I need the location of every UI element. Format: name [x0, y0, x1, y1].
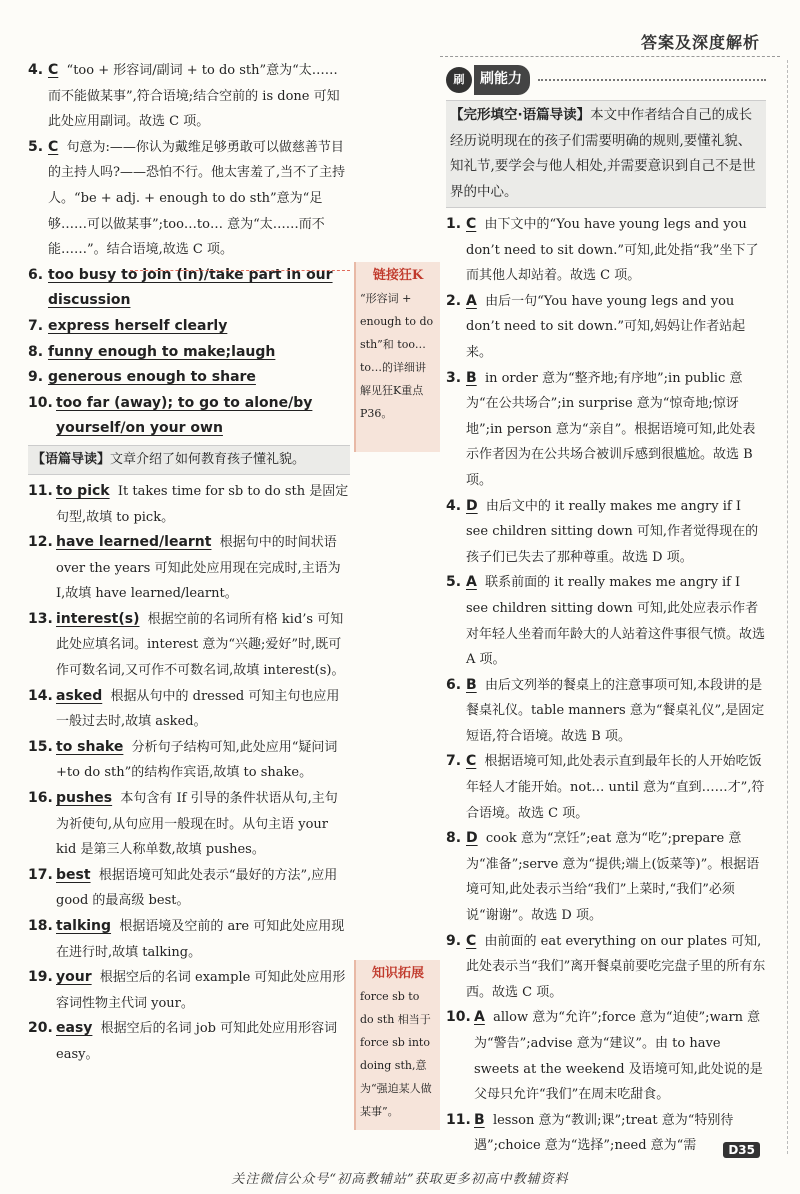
- guide-text: 本文中作者结合自己的成长经历说明现在的孩子们需要明确的规则,要懂礼貌、知礼节,要学会与他人相处,并需要意识到自己不是世界的中心。: [450, 107, 756, 200]
- section-badge: [446, 65, 530, 95]
- answer-item: [446, 673, 766, 750]
- item-number: 5.: [446, 574, 462, 591]
- item-answer: C: [466, 216, 477, 232]
- answer-item: [446, 289, 766, 366]
- item-number: 7.: [446, 753, 462, 770]
- item-answer: A: [474, 1009, 485, 1026]
- item-explanation: 由后文列举的餐桌上的注意事项可知,本段讲的是餐桌礼仪。table manners 意为“餐桌礼仪”,是固定短语,符合语境。故选 B 项。: [466, 677, 765, 744]
- guide-tag: 【语篇导读】: [32, 451, 111, 467]
- item-answer: B: [466, 369, 477, 386]
- answer-item: [28, 314, 350, 340]
- item-answer: easy: [56, 1020, 93, 1037]
- item-explanation: cook 意为“烹饪”;eat 意为“吃”;prepare 意为“准备”;serve 意为“提供;端上(饭菜等)”。根据语境可知,此处表示当给“我们”上菜时,“我们”必须说“谢谢”。故选 D 项。: [466, 831, 760, 924]
- item-number: 8.: [446, 830, 462, 847]
- answer-item: [28, 914, 350, 965]
- item-answer: A: [466, 574, 477, 591]
- answer-item: [446, 570, 766, 672]
- item-explanation: in order 意为“整齐地;有序地”;in public 意为“在公共场合”;in surprise 意为“惊奇地;惊讶地”;in person 意为“亲自”。根据语境可知,此处表示作者因为在公共场合被训斥感到很尴尬。故选 B 项。: [466, 370, 756, 488]
- item-number: 2.: [446, 292, 462, 309]
- sidenote-link: [354, 262, 440, 452]
- item-answer: talking: [56, 918, 112, 934]
- answer-item: [446, 749, 766, 826]
- answer-item: [28, 365, 350, 391]
- item-explanation: 分析句子结构可知,此处应用“疑问词+to do sth”的结构作宾语,故填 to shake。: [56, 739, 338, 781]
- answer-item: [28, 1016, 350, 1067]
- answer-item: [28, 58, 350, 135]
- guide-text: 文章介绍了如何教育孩子懂礼貌。: [110, 451, 306, 467]
- answer-item: [28, 340, 350, 366]
- item-explanation: 根据从句中的 dressed 可知主句也应用一般过去时,故填 asked。: [56, 688, 340, 730]
- item-answer: B: [474, 1111, 485, 1128]
- answer-item: [28, 479, 350, 530]
- item-answer: D: [466, 830, 478, 847]
- answer-item: [446, 929, 766, 1006]
- item-answer: your: [56, 969, 92, 986]
- item-number: 18.: [28, 918, 53, 934]
- item-answer: C: [466, 753, 477, 770]
- item-number: 10.: [446, 1009, 471, 1026]
- item-number: 4.: [28, 62, 44, 78]
- item-answer: to pick: [56, 482, 110, 499]
- item-number: 12.: [28, 534, 53, 551]
- dotted-divider: [538, 79, 766, 81]
- item-number: 16.: [28, 790, 53, 807]
- answer-item: [446, 366, 766, 494]
- item-number: 6.: [28, 266, 44, 283]
- item-answer: C: [48, 138, 59, 155]
- answer-item: [446, 494, 766, 571]
- item-number: 5.: [28, 138, 44, 155]
- item-answer: best: [56, 866, 91, 883]
- item-answer: A: [466, 292, 477, 309]
- header-divider: [440, 56, 780, 57]
- section-header: [446, 66, 766, 94]
- item-number: 7.: [28, 317, 44, 334]
- item-explanation: 由下文中的“You have young legs and you don’t need to sit down.”可知,此处指“我”坐下了而其他人却站着。故选 C 项。: [466, 217, 759, 284]
- item-number: 1.: [446, 216, 462, 232]
- item-number: 11.: [446, 1111, 471, 1128]
- page-edge-divider: [787, 60, 788, 1154]
- answer-item: [28, 965, 350, 1016]
- item-explanation: 句意为:——你认为戴维足够勇敢可以做慈善节目的主持人吗?——恐怕不行。他太害羞了,当不了主持人。“be + adj. + enough to do sth”意为“足够……可以做某事”;too…to… 意为“太……而不能……”。结合语境,故选 C 项。: [48, 139, 346, 258]
- item-explanation: 根据空前的名词所有格 kid’s 可知此处应填名词。interest 意为“兴趣;爱好”时,既可作可数名词,又可作不可数名词,故填 interest(s)。: [56, 611, 345, 679]
- item-answer: funny enough to make;laugh: [48, 343, 276, 360]
- answer-item: [28, 735, 350, 786]
- item-explanation: 根据句中的时间状语 over the years 可知此处应用现在完成时,主语为 I,故填 have learned/learnt。: [56, 535, 341, 602]
- item-number: 9.: [446, 932, 462, 949]
- answer-item: [446, 1005, 766, 1107]
- item-answer: interest(s): [56, 610, 140, 627]
- item-answer: asked: [56, 687, 103, 704]
- sidenote-title: 知识拓展: [371, 966, 424, 981]
- guide-tag: 【完形填空·语篇导读】: [450, 107, 591, 123]
- item-answer: too busy to join (in)/take part in our discussion: [48, 266, 333, 309]
- answer-item: [446, 212, 766, 289]
- answer-item: [446, 826, 766, 928]
- item-explanation: 根据语境及空前的 are 可知此处应用现在进行时,故填 talking。: [56, 919, 345, 960]
- item-explanation: lesson 意为“教训;课”;treat 意为“特别待遇”;choice 意为“选择”;need 意为“需: [474, 1112, 734, 1154]
- answer-item: [28, 607, 350, 684]
- section-label: 刷能力: [474, 65, 530, 95]
- item-number: 13.: [28, 610, 53, 627]
- item-answer: B: [466, 676, 477, 693]
- item-explanation: 由前面的 eat everything on our plates 可知,此处表示当“我们”离开餐桌前要吃完盘子里的所有东西。故选 C 项。: [466, 933, 766, 1000]
- answer-item: [28, 684, 350, 735]
- item-number: 4.: [446, 497, 462, 514]
- item-number: 8.: [28, 343, 44, 360]
- item-number: 15.: [28, 738, 53, 755]
- answer-item: [28, 530, 350, 607]
- item-answer: D: [466, 497, 478, 514]
- answer-item: [28, 391, 350, 442]
- item-answer: generous enough to share: [48, 369, 256, 386]
- item-number: 20.: [28, 1020, 53, 1037]
- item-explanation: 根据语境可知,此处表示直到最年长的人开始吃饭年轻人才能开始。not… until 意为“直到……才”,符合语境。故选 C 项。: [466, 754, 765, 821]
- answer-item: [28, 786, 350, 863]
- item-number: 19.: [28, 969, 53, 986]
- item-explanation: It takes time for sb to do sth 是固定句型,故填 to pick。: [56, 483, 349, 525]
- item-number: 17.: [28, 866, 53, 883]
- item-explanation: 本句含有 If 引导的条件状语从句,主句为祈使句,从句应用一般现在时。从句主语 your kid 是第三人称单数,故填 pushes。: [56, 791, 338, 858]
- answer-item: [28, 135, 350, 263]
- item-explanation: allow 意为“允许”;force 意为“迫使”;warn 意为“警告”;advise 意为“建议”。由 to have sweets at the weekend 及语境可知,此处说的是父母只允许“我们”在周末吃甜食。: [474, 1010, 763, 1103]
- sidenote-text: “形容词 + enough to do sth”和 too…to…的详细讲解见狂K重点P36。: [360, 292, 434, 420]
- passage-guide: [446, 100, 766, 208]
- sidenote-extension: [354, 960, 440, 1130]
- item-explanation: 由后一句“You have young legs and you don’t need to sit down.”可知,妈妈让作者站起来。: [466, 293, 746, 360]
- brush-icon: 刷: [446, 67, 472, 93]
- note-pointer-line: [130, 270, 350, 271]
- item-number: 3.: [446, 369, 462, 386]
- item-answer: pushes: [56, 790, 113, 807]
- item-number: 14.: [28, 687, 53, 704]
- item-number: 10.: [28, 394, 53, 411]
- page-number: D35: [723, 1142, 760, 1158]
- item-number: 6.: [446, 676, 462, 693]
- item-answer: too far (away); to go to alone/by yourself/on your own: [56, 394, 313, 437]
- sidenote-text: force sb to do sth 相当于 force sb into doing sth,意为“强迫某人做某事”。: [360, 990, 432, 1118]
- item-answer: have learned/learnt: [56, 534, 212, 551]
- item-answer: express herself clearly: [48, 317, 228, 334]
- item-explanation: 根据空后的名词 example 可知此处应用形容词性物主代词 your。: [56, 970, 346, 1011]
- item-answer: C: [48, 62, 59, 78]
- item-explanation: 根据空后的名词 job 可知此处应用形容词 easy。: [56, 1021, 338, 1062]
- answer-item: [446, 1108, 766, 1159]
- right-column: [446, 58, 766, 1159]
- item-explanation: 联系前面的 it really makes me angry if I see children sitting down 可知,此处应表示作者对年轻人坐着而年龄大的人站着这件事很气愤。故选 A 项。: [466, 575, 766, 668]
- sidenote-title: 链接狂K: [372, 268, 424, 283]
- item-explanation: “too + 形容词/副词 + to do sth”意为“太……而不能做某事”,符合语境;结合空前的 is done 可知此处应用副词。故选 C 项。: [48, 63, 340, 130]
- header-title: 答案及深度解析: [640, 33, 760, 52]
- item-explanation: 由后文中的 it really makes me angry if I see children sitting down 可知,作者觉得现在的孩子们已失去了那种尊重。故选 D 项。: [466, 498, 759, 565]
- answer-item: [28, 863, 350, 914]
- item-answer: C: [466, 932, 477, 949]
- left-column: [28, 58, 350, 1068]
- item-number: 9.: [28, 369, 44, 386]
- passage-guide: [28, 445, 350, 475]
- item-explanation: 根据语境可知此处表示“最好的方法”,应用 good 的最高级 best。: [56, 867, 338, 909]
- item-number: 11.: [28, 482, 53, 499]
- item-answer: to shake: [56, 738, 124, 755]
- footer-note: 关注微信公众号“初高教辅站”获取更多初高中教辅资料: [231, 1172, 569, 1187]
